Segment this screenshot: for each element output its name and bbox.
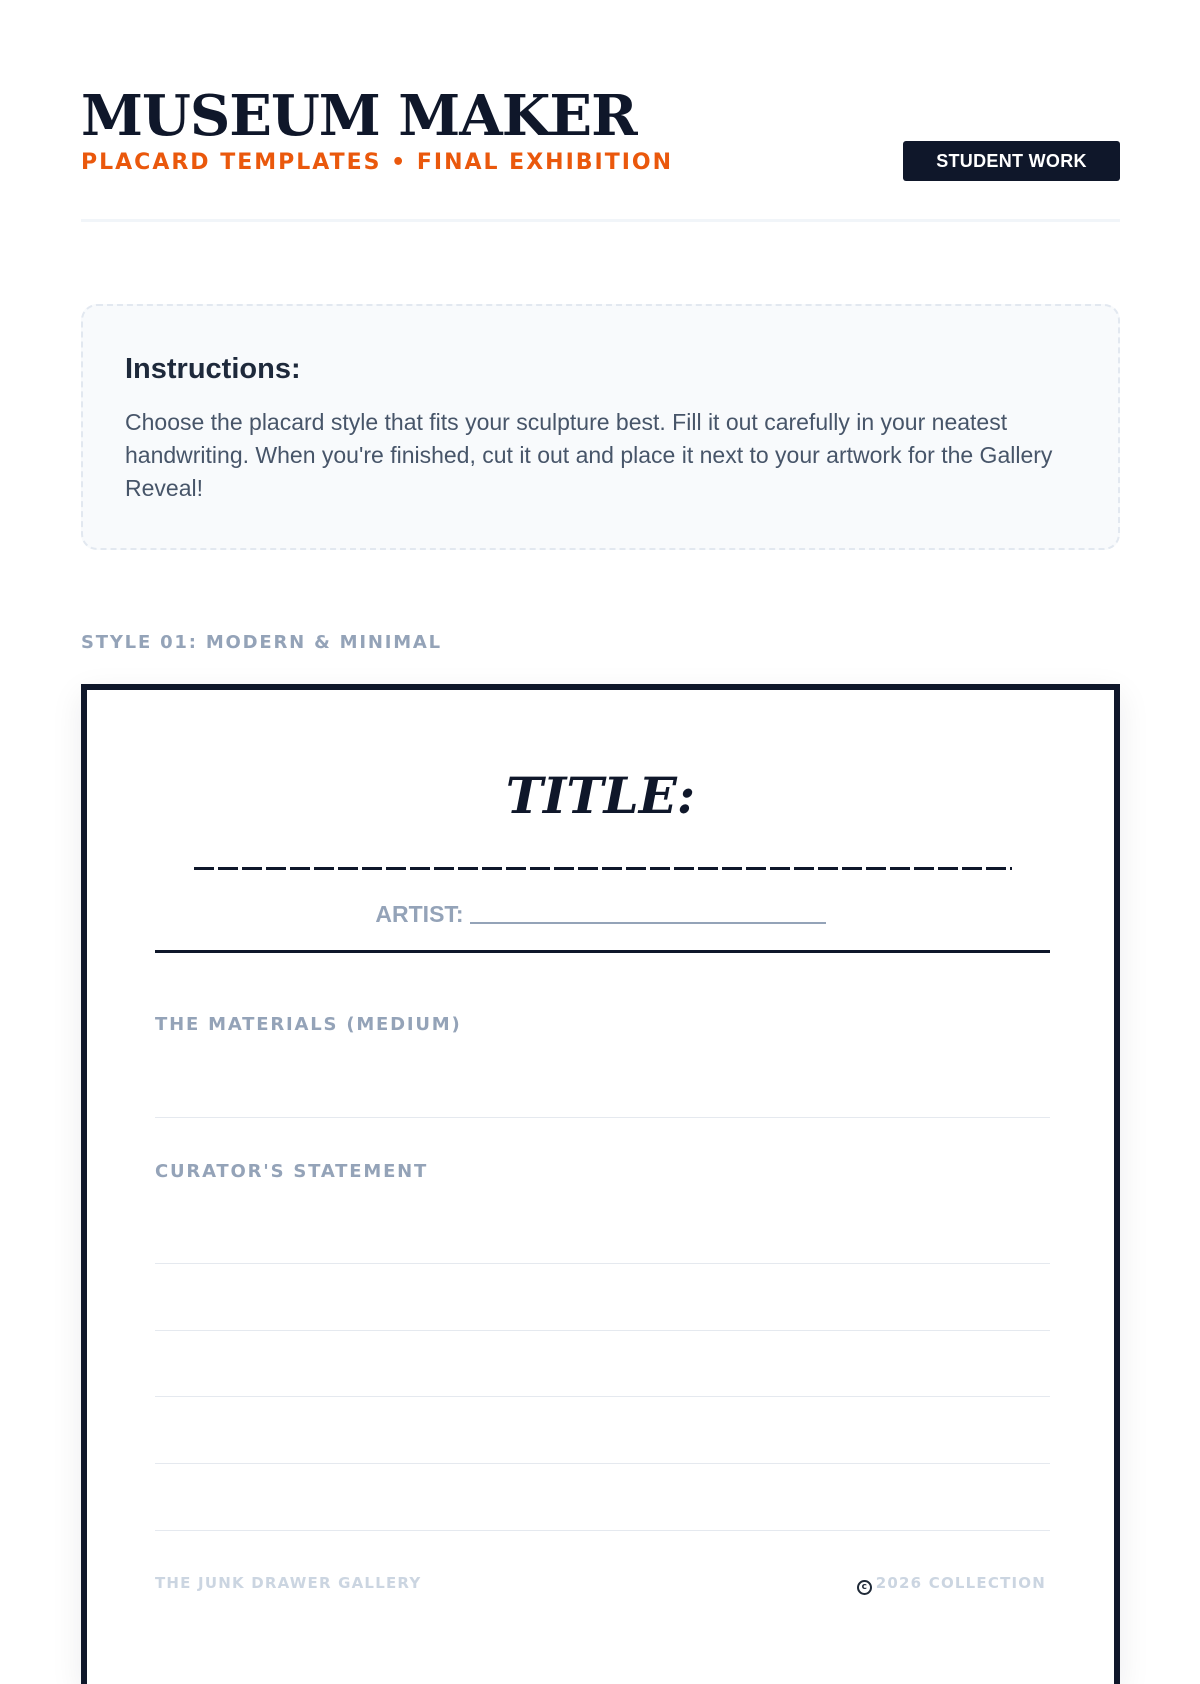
page-header bbox=[81, 80, 1120, 222]
statement-write-line bbox=[155, 1263, 1050, 1264]
instructions-box bbox=[81, 304, 1120, 550]
artist-row bbox=[87, 900, 1114, 928]
artist-label: ARTIST: bbox=[375, 901, 464, 927]
statement-write-line bbox=[155, 1330, 1050, 1331]
materials-write-line bbox=[155, 1117, 1050, 1118]
statement-label: CURATOR'S STATEMENT bbox=[155, 1161, 429, 1182]
title-write-line bbox=[194, 867, 1012, 870]
placard-divider bbox=[155, 950, 1050, 953]
statement-write-line bbox=[155, 1396, 1050, 1397]
style-label: STYLE 01: MODERN & MINIMAL bbox=[81, 632, 442, 653]
copyright-icon: c bbox=[857, 1580, 872, 1595]
page-subtitle: PLACARD TEMPLATES • FINAL EXHIBITION bbox=[81, 150, 674, 175]
placard-title-label: TITLE: bbox=[505, 766, 696, 825]
student-work-badge: STUDENT WORK bbox=[903, 141, 1120, 181]
collection-year bbox=[857, 1574, 1046, 1595]
collection-label: 2026 COLLECTION bbox=[875, 1574, 1046, 1592]
instructions-text: Choose the placard style that fits your sculpture best. Fill it out carefully in your neatest handwriting. When you're finished, cut it out and place it next to your artwork for the Gallery Reveal! bbox=[125, 409, 1053, 501]
gallery-name: THE JUNK DRAWER GALLERY bbox=[155, 1574, 422, 1592]
artist-write-line bbox=[470, 900, 826, 924]
page bbox=[81, 0, 1120, 1600]
materials-label: THE MATERIALS (MEDIUM) bbox=[155, 1014, 462, 1035]
instructions-heading: Instructions: bbox=[125, 353, 301, 385]
statement-write-line bbox=[155, 1530, 1050, 1531]
page-title: MUSEUM MAKER bbox=[81, 83, 637, 149]
statement-write-line bbox=[155, 1463, 1050, 1464]
placard-template bbox=[81, 684, 1120, 1684]
